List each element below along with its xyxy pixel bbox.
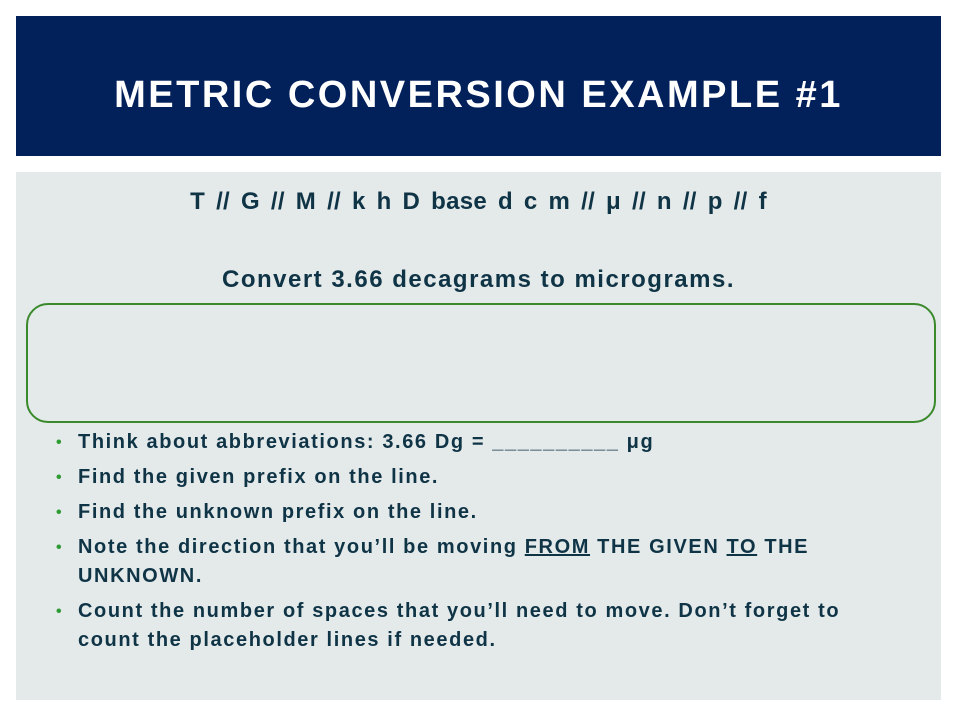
- step-underline-to: TO: [726, 536, 758, 558]
- step-text: Count the number of spaces that you’ll need to move. Don’t forget to count the placeholder lines if needed.: [78, 600, 841, 651]
- answer-box: [26, 303, 936, 423]
- step-text: Find the unknown prefix on the line.: [78, 501, 478, 523]
- step-text-before: Note the direction that you’ll be moving: [78, 536, 525, 558]
- steps-list: [56, 428, 886, 661]
- step-underline-from: FROM: [524, 536, 591, 558]
- bullet-icon: •: [56, 539, 64, 556]
- problem-statement: Convert 3.66 decagrams to micrograms.: [221, 266, 735, 293]
- step-text-middle: THE GIVEN: [590, 536, 727, 558]
- bullet-icon: •: [56, 504, 64, 521]
- metric-prefix-line: T // G // M // k h D base d c m // μ // n // p // f: [190, 188, 767, 215]
- bullet-icon: •: [56, 469, 64, 486]
- bullet-icon: •: [56, 434, 64, 451]
- step-text: Find the given prefix on the line.: [78, 466, 440, 488]
- step-text-after: THE UNKNOWN.: [78, 536, 810, 587]
- slide-title: METRIC CONVERSION EXAMPLE #1: [114, 73, 843, 116]
- list-item: [56, 498, 886, 527]
- bullet-icon: •: [56, 603, 64, 620]
- list-item: [56, 463, 886, 492]
- content-area: [16, 172, 941, 700]
- list-item: [56, 597, 886, 655]
- list-item: [56, 533, 886, 591]
- list-item: [56, 428, 886, 457]
- title-bar: [16, 16, 941, 156]
- step-text: Think about abbreviations: 3.66 Dg = __________ μg: [78, 431, 655, 453]
